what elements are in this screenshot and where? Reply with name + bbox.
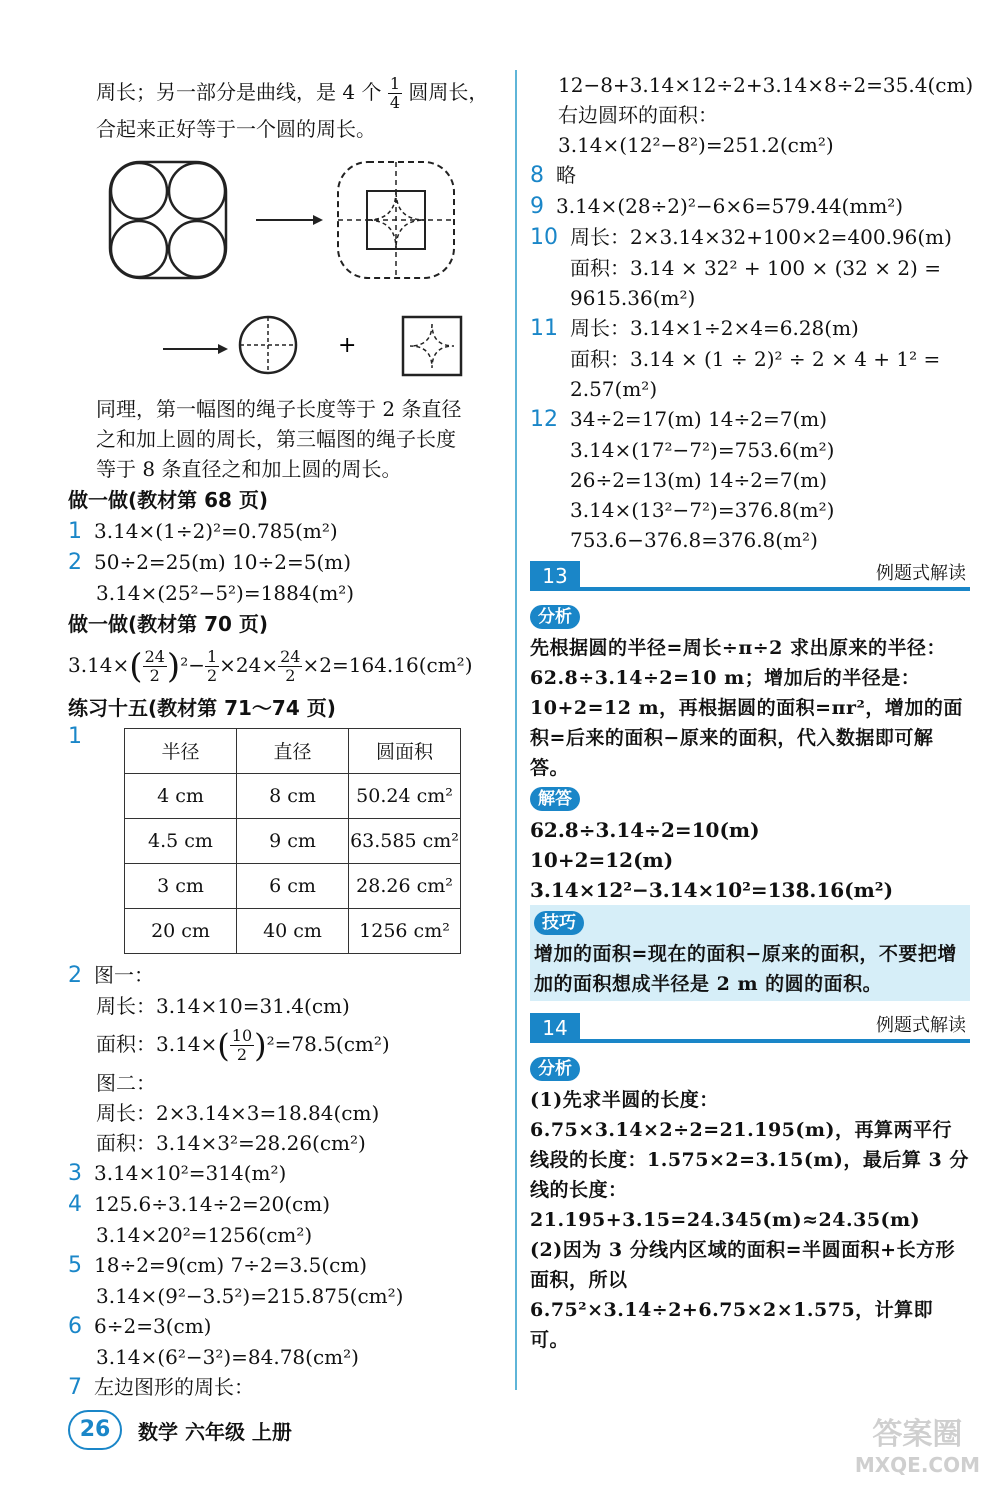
- answer-line: 3.14×(25²−5²)=1884(m²): [96, 581, 355, 605]
- answer-line: 3.14×(28÷2)²−6×6=579.44(mm²): [556, 194, 904, 218]
- item-number: 8: [530, 163, 544, 188]
- section-heading-70: 做一做(教材第 70 页): [68, 612, 269, 636]
- answer-line: 12−8+3.14×12÷2+3.14×8÷2=35.4(cm): [558, 73, 974, 97]
- frac-num: 24: [280, 647, 301, 666]
- watermark: [854, 1417, 980, 1480]
- tip-text: 增加的面积=现在的面积−原来的面积，不要把增加的面积想成半径是 2 m 的圆的面积。: [534, 943, 957, 995]
- item-number: 7: [68, 1375, 82, 1400]
- answer-line: 26÷2=13(m) 14÷2=7(m): [570, 468, 828, 492]
- answer-line: 周长：2×3.14×32+100×2=400.96(m): [570, 225, 952, 249]
- fraction: [230, 1027, 254, 1064]
- radius-table: [124, 728, 461, 954]
- frac-den: 2: [236, 1044, 248, 1064]
- answer-line: 3.14×(13²−7²)=376.8(m²): [570, 498, 835, 522]
- item-number: 1: [68, 723, 82, 749]
- cell: 4 cm: [125, 773, 237, 818]
- item-number: 2: [68, 962, 82, 988]
- intro-line-2: 合起来正好等于一个圆的周长。: [96, 117, 376, 141]
- cell: 3 cm: [125, 863, 237, 908]
- square-figure: [403, 317, 461, 375]
- answer-line: 图一：: [94, 962, 154, 987]
- fraction: [278, 648, 302, 685]
- intro-text: 周长；另一部分是曲线，是 4 个: [96, 80, 382, 104]
- answer-line: 2.57(m²): [570, 377, 658, 401]
- column-divider: [515, 70, 517, 1390]
- section-heading-68: 做一做(教材第 68 页): [68, 488, 269, 512]
- answer-line: 6÷2=3(cm): [94, 1314, 212, 1338]
- item-number: 6: [68, 1314, 82, 1339]
- intro-line-1: [68, 70, 508, 114]
- paren: (: [129, 646, 143, 687]
- item-number: 9: [530, 194, 544, 219]
- fraction: [388, 75, 402, 112]
- paren: ): [254, 1026, 267, 1064]
- frac-num: 10: [231, 1025, 253, 1045]
- analysis-badge: 分析: [530, 605, 580, 629]
- answer-line: 3.14×20²=1256(cm²): [96, 1223, 313, 1247]
- cell: 4.5 cm: [125, 818, 237, 863]
- four-circles-figure: [110, 162, 226, 278]
- arrow-1: [256, 215, 323, 225]
- solution-badge: 解答: [530, 787, 580, 811]
- frac-num: 24: [144, 647, 165, 666]
- answer-line: 周长：2×3.14×3=18.84(cm): [96, 1101, 380, 1125]
- fraction: [143, 648, 167, 685]
- solution-line: 10+2=12(m): [530, 848, 674, 872]
- answer-line: 753.6−376.8=376.8(m²): [570, 528, 818, 552]
- answer-line: 面积：3.14 × 32² + 100 × (32 × 2) =: [570, 256, 941, 280]
- analysis-text-2: (2)因为 3 分线内区域的面积=半圆面积+长方形面积，所以 6.75²×3.14÷2+6.75×2×1.575，计算即可。: [530, 1239, 955, 1351]
- item-number: 12: [530, 407, 558, 432]
- item-number: 3: [68, 1161, 82, 1186]
- cell: 28.26 cm²: [349, 863, 461, 908]
- analysis-badge: 分析: [530, 1057, 580, 1081]
- table-row: [125, 818, 461, 863]
- item-number: 5: [68, 1253, 82, 1278]
- cell: 6 cm: [237, 863, 349, 908]
- answer-line: 9615.36(m²): [570, 286, 696, 310]
- right-column: [530, 70, 974, 1355]
- analysis-text: 先根据圆的半径=周长÷π÷2 求出原来的半径：62.8÷3.14÷2=10 m；增加后的半径是：10+2=12 m，再根据圆的面积=πr²，增加的面积=后来的面积−原来的面积，代入数据即可解答。: [530, 637, 963, 779]
- banner-number: 14: [530, 1013, 580, 1043]
- formula-part: ²−: [180, 653, 205, 677]
- solution-line: 3.14×12²−3.14×10²=138.16(m²): [530, 878, 894, 902]
- answer-line: 34÷2=17(m) 14÷2=7(m): [570, 407, 828, 431]
- frac-den: 2: [285, 666, 296, 685]
- table-row: [125, 773, 461, 818]
- answer-line: 面积：3.14×3²=28.26(cm²): [96, 1131, 366, 1155]
- cell: 20 cm: [125, 908, 237, 953]
- answer-line: 3.14×10²=314(m²): [94, 1161, 287, 1185]
- answer-line: 3.14×(6²−3²)=84.78(cm²): [96, 1345, 359, 1369]
- intro-text-end: 圆周长，: [408, 80, 489, 104]
- circle-figure: [240, 317, 296, 373]
- arrow-2: [163, 344, 228, 354]
- banner-bar: [530, 587, 970, 591]
- answer-line: 图二：: [96, 1071, 156, 1095]
- answer-line: 左边图形的周长：: [94, 1375, 254, 1399]
- exercise-1: [68, 724, 508, 960]
- answer-line: 3.14×(1÷2)²=0.785(m²): [94, 519, 338, 543]
- note-line-1: 同理，第一幅图的绳子长度等于 2 条直径: [96, 397, 462, 421]
- answer-line: 3.14×(12²−8²)=251.2(cm²): [558, 133, 834, 157]
- table-header-row: [125, 728, 461, 773]
- paren: (: [217, 1026, 230, 1064]
- item-number: 2: [68, 550, 82, 575]
- tip-box: [530, 905, 970, 1001]
- dashed-split-figure: [338, 162, 454, 278]
- frac-den: 4: [389, 93, 400, 112]
- formula-line: [68, 640, 508, 692]
- answer-line: 右边圆环的面积：: [558, 103, 718, 127]
- banner-13: [530, 559, 970, 591]
- frac-num: 1: [389, 74, 400, 93]
- formula-part: ×2=164.16(cm²): [302, 653, 473, 677]
- banner-14: [530, 1011, 970, 1043]
- th-diameter: 直径: [237, 728, 349, 773]
- cell: 63.585 cm²: [349, 818, 461, 863]
- formula-part: 面积：3.14×: [96, 1031, 218, 1056]
- fraction: [205, 648, 219, 685]
- frac-den: 2: [206, 666, 218, 685]
- frac-num: 1: [206, 647, 218, 666]
- item-number: 1: [68, 519, 82, 544]
- th-area: 圆面积: [349, 728, 461, 773]
- answer-line: 周长：3.14×1÷2×4=6.28(m): [570, 316, 859, 340]
- answer-line: 周长：3.14×10=31.4(cm): [96, 993, 350, 1018]
- answer-line: 略: [556, 163, 576, 187]
- watermark-logo: 答案圈: [872, 1417, 963, 1452]
- note-line-2: 之和加上圆的周长，第三幅图的绳子长度: [96, 427, 456, 451]
- banner-number: 13: [530, 561, 580, 591]
- rope-figures: [68, 144, 508, 394]
- table-row: [125, 908, 461, 953]
- answer-line: 125.6÷3.14÷2=20(cm): [94, 1192, 331, 1216]
- banner-label: 例题式解读: [876, 1015, 966, 1036]
- formula-part: 3.14×: [68, 653, 130, 677]
- banner-label: 例题式解读: [876, 563, 966, 584]
- section-heading-71-74: 练习十五(教材第 71～74 页): [68, 695, 336, 720]
- cell: 40 cm: [237, 908, 349, 953]
- table-row: [125, 863, 461, 908]
- tip-badge: 技巧: [534, 911, 584, 935]
- analysis-text-1: (1)先求半圆的长度：6.75×3.14×2÷2=21.195(m)，再算两平行线段的长度：1.575×2=3.15(m)，最后算 3 分线的长度：21.195+3.15=24.345(m)≈24.35(m): [530, 1089, 969, 1231]
- cell: 50.24 cm²: [349, 773, 461, 818]
- answer-line: 3.14×(9²−3.5²)=215.875(cm²): [96, 1284, 404, 1308]
- answer-line: 18÷2=9(cm) 7÷2=3.5(cm): [94, 1253, 368, 1277]
- note-line-3: 等于 8 条直径之和加上圆的周长。: [96, 457, 402, 481]
- page-number: 26: [68, 1410, 122, 1450]
- watermark-url: MXQE.COM: [854, 1453, 980, 1477]
- formula-part: ×24×: [219, 653, 279, 677]
- solution-line: 62.8÷3.14÷2=10(m): [530, 818, 760, 842]
- th-radius: 半径: [125, 728, 237, 773]
- formula-part: ²=78.5(cm²): [266, 1031, 390, 1056]
- book-title: 数学 六年级 上册: [138, 1419, 292, 1444]
- paren: ): [166, 646, 181, 687]
- cell: 1256 cm²: [349, 908, 461, 953]
- item-number: 10: [530, 225, 558, 250]
- item-number: 11: [530, 316, 558, 341]
- frac-den: 2: [149, 666, 160, 685]
- answer-line: [68, 1021, 508, 1069]
- answer-line: 50÷2=25(m) 10÷2=5(m): [94, 550, 352, 574]
- cell: 9 cm: [237, 818, 349, 863]
- banner-bar: [530, 1039, 970, 1043]
- footer: [68, 1410, 292, 1450]
- item-number: 4: [68, 1192, 82, 1217]
- left-column: [68, 70, 508, 1403]
- plus-sign: +: [338, 333, 357, 358]
- cell: 8 cm: [237, 773, 349, 818]
- answer-line: 面积：3.14 × (1 ÷ 2)² ÷ 2 × 4 + 1² =: [570, 347, 941, 371]
- answer-line: 3.14×(17²−7²)=753.6(m²): [570, 438, 835, 462]
